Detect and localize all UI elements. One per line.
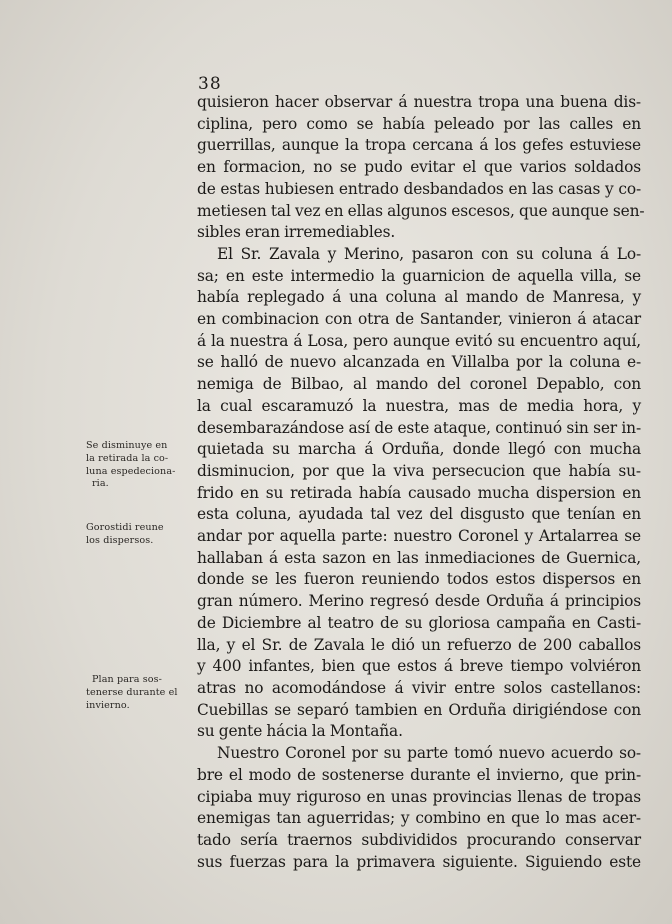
body-line: frido en su retirada había causado mucha dispersion en <box>197 483 641 502</box>
margin-note-line: ria. <box>92 478 109 490</box>
body-line: su gente hácia la Montaña. <box>197 722 403 741</box>
body-line: en combinacion con otra de Santander, vinieron á atacar <box>197 310 641 329</box>
body-line: sibles eran irremediables. <box>197 223 396 242</box>
body-line: bre el modo de sostenerse durante el invierno, que prin- <box>197 765 641 784</box>
body-line: Cuebillas se separó tambien en Orduña dirigiéndose con <box>197 700 641 719</box>
body-line: enemigas tan aguerridas; y combino en que lo mas acer- <box>197 809 641 828</box>
body-line: andar por aquella parte: nuestro Coronel y Artalarrea se <box>197 527 641 546</box>
body-line: sus fuerzas para la primavera siguiente. Siguiendo este <box>197 852 641 871</box>
body-line: guerrillas, aunque la tropa cercana á los gefes estuviese <box>197 136 641 155</box>
margin-note-line: luna espedeciona- <box>86 465 176 477</box>
body-line: Nuestro Coronel por su parte tomó nuevo acuerdo so- <box>217 744 641 763</box>
body-line: nemiga de Bilbao, al mando del coronel Depablo, con <box>197 375 641 394</box>
body-line: desembarazándose así de este ataque, continuó sin ser in- <box>197 418 641 437</box>
body-line: quisieron hacer observar á nuestra tropa una buena dis- <box>197 93 641 111</box>
body-line: de estas hubiesen entrado desbandados en las casas y co- <box>197 179 641 198</box>
body-line: metiesen tal vez en ellas algunos escesos, que aunque sen- <box>197 201 645 220</box>
body-line: quietada su marcha á Orduña, donde llegó con mucha <box>197 440 641 459</box>
margin-note-line: Plan para sos- <box>92 674 162 685</box>
body-line: lla, y el Sr. de Zavala le dió un refuerzo de 200 caballos <box>197 635 641 654</box>
margin-note-dispersion <box>86 440 192 491</box>
body-line: hallaban á esta sazon en las inmediaciones de Guernica, <box>197 548 641 567</box>
body-line: ciplina, pero como se había peleado por las calles en <box>197 114 641 133</box>
margin-note-line: tenerse durante el <box>86 686 178 698</box>
body-line: disminucion, por que la viva persecucion que había su- <box>197 461 641 480</box>
body-text <box>197 92 645 873</box>
body-line: de Diciembre al teatro de su gloriosa campaña en Casti- <box>197 613 641 632</box>
margin-note-line: los dispersos. <box>86 534 154 546</box>
body-line: cipiaba muy riguroso en unas provincias llenas de tropas <box>197 787 641 806</box>
body-line: El Sr. Zavala y Merino, pasaron con su coluna á Lo- <box>217 244 641 263</box>
page-number: 38 <box>198 74 222 94</box>
margin-note-plan <box>86 674 192 712</box>
body-line: tado sería traernos subdivididos procurando conservar <box>197 830 641 849</box>
body-line: y 400 infantes, bien que estos á breve tiempo volviéron <box>197 657 641 676</box>
margin-note-line: la retirada la co- <box>86 452 169 464</box>
margin-note-line: invierno. <box>86 699 130 711</box>
margin-note-gorostidi <box>86 522 192 548</box>
body-line: gran número. Merino regresó desde Orduña á principios <box>197 592 641 611</box>
margin-note-line: Gorostidi reune <box>86 522 164 533</box>
margin-note-line: Se disminuye en <box>86 440 168 451</box>
body-line: se halló de nuevo alcanzada en Villalba por la coluna e- <box>197 353 641 372</box>
body-line: esta coluna, ayudada tal vez del disgusto que tenían en <box>197 505 641 524</box>
body-line: había replegado á una coluna al mando de Manresa, y <box>197 288 641 307</box>
body-line: en formacion, no se pudo evitar el que varios soldados <box>197 158 641 177</box>
body-line: á la nuestra á Losa, pero aunque evitó su encuentro aquí, <box>197 331 641 350</box>
body-line: donde se les fueron reuniendo todos estos dispersos en <box>197 570 641 589</box>
body-line: atras no acomodándose á vivir entre solos castellanos: <box>197 678 641 697</box>
body-line: la cual escaramuzó la nuestra, mas de media hora, y <box>197 396 641 415</box>
body-line: sa; en este intermedio la guarnicion de aquella villa, se <box>197 266 641 285</box>
